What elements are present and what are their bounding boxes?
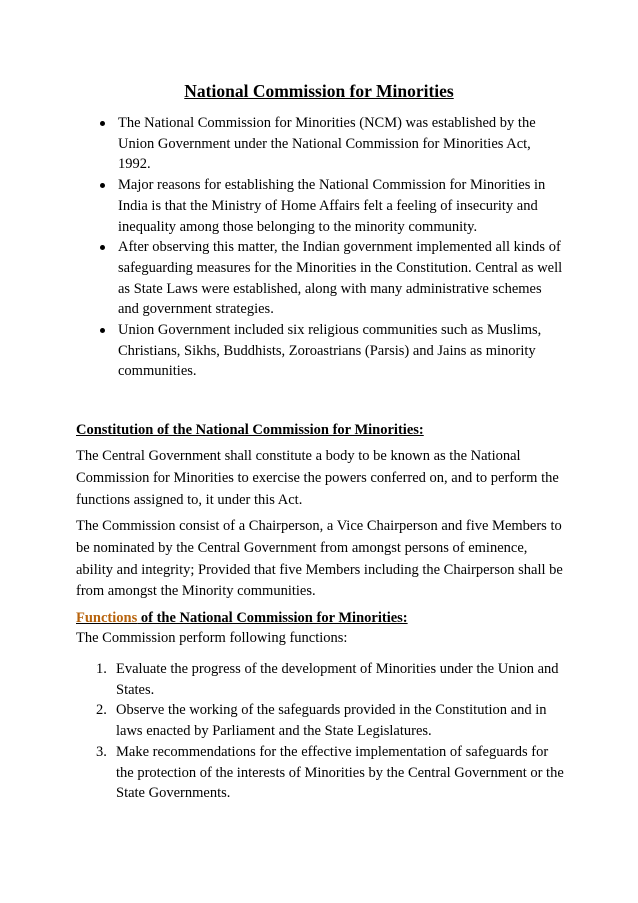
paragraph: The Central Government shall constitute a body to be known as the National Commission for Minorities to exercise the powers conferred on, and to perform the functions assigned to, it under this Act. <box>76 448 559 508</box>
list-item-text: Evaluate the progress of the development of Minorities under the Union and States. <box>116 661 559 698</box>
page-title: National Commission for Minorities <box>184 81 454 101</box>
list-item-text: After observing this matter, the Indian government implemented all kinds of safeguarding measures for the Minorities in the Constitution. Central as well as State Laws were established, along with many administrative schemes and government strategies. <box>118 239 563 318</box>
section-heading-constitution: Constitution of the National Commission for Minorities: <box>76 422 424 438</box>
bullet-list <box>96 113 566 382</box>
list-item <box>96 659 566 700</box>
list-item <box>96 237 566 320</box>
list-item <box>96 175 566 237</box>
bullet-icon <box>100 121 105 126</box>
list-item-text: Observe the working of the safeguards provided in the Constitution and in laws enacted by Parliament and the State Legislatures. <box>116 702 547 740</box>
list-item-text: The National Commission for Minorities (NCM) was established by the Union Government under the National Commission for Minorities Act, 1992. <box>118 115 536 173</box>
bullet-icon <box>100 245 105 250</box>
section-heading-functions <box>76 608 408 628</box>
list-number: 3. <box>96 743 107 760</box>
list-item-text: Union Government included six religious communities such as Muslims, Christians, Sikhs, Buddhists, Zoroastrians (Parsis) and Jains as minority communities. <box>118 322 542 380</box>
bullet-icon <box>100 328 105 333</box>
list-item-text: Make recommendations for the effective implementation of safeguards for the protection of the interests of Minorities by the Central Government or the State Governments. <box>116 743 564 802</box>
list-item <box>96 113 566 175</box>
bullet-icon <box>100 183 105 188</box>
list-number: 1. <box>96 661 107 677</box>
paragraph: The Commission consist of a Chairperson, a Vice Chairperson and five Members to be nominated by the Central Government from amongst persons of eminence, ability and integrity; Provided that five Members including the Chairperson shall be from amongst the Minority communities. <box>76 518 563 600</box>
list-item <box>96 742 566 804</box>
functions-list <box>96 659 566 804</box>
heading-rest: of the National Commission for Minorities: <box>137 610 408 626</box>
list-number: 2. <box>96 702 107 719</box>
list-item-text: Major reasons for establishing the National Commission for Minorities in India is that the Ministry of Home Affairs felt a feeling of insecurity and inequality among those belonging to the minority community. <box>118 177 546 235</box>
list-item <box>96 700 566 741</box>
functions-intro: The Commission perform following functions: <box>76 630 348 646</box>
heading-accent-word: Functions <box>76 610 138 626</box>
list-item <box>96 320 566 382</box>
